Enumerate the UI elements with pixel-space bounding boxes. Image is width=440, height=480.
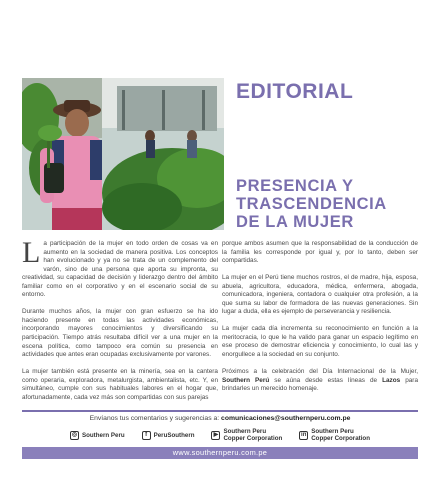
closing-text: Próximos a la celebración del Día Internacional de la Mujer, <box>222 368 418 376</box>
paragraph <box>22 236 218 300</box>
paragraph-text: a participación de la mujer en todo orden de cosas va en aumento en la sociedad de manera positiva. Los conceptos han evolucionado y ya no se trata de un complemento del varón, sino de una persona que aporta su impronta, su creatividad, su capacidad de decisión y liderazgo dentro del ámbito familiar como en el corporativo y en el escenario social de su entorno. <box>22 240 218 299</box>
closing-paragraph <box>222 368 418 394</box>
social-links <box>70 426 370 444</box>
closing-text: para brindarles un merecido homenaje. <box>222 376 418 393</box>
paragraph: La mujer cada día incrementa su reconocimiento en función a la meritocracia, lo que le ha valido para ganar un espacio legítimo en ese proceso de demostrar eficiencia y conocimiento, lo cual las y enorgullece a la sociedad en su conjunto. <box>222 325 418 359</box>
woman-with-plants-photo <box>22 78 224 230</box>
social-label-line: Southern Peru <box>311 428 354 435</box>
facebook-icon: f <box>142 431 151 440</box>
magazine-name: Lazos <box>382 376 401 384</box>
social-link-youtube[interactable] <box>211 428 282 442</box>
linkedin-icon: in <box>301 431 307 438</box>
social-label-line: PeruSouthern <box>153 431 195 439</box>
headline <box>236 177 426 231</box>
social-link-facebook[interactable] <box>142 431 195 440</box>
paragraph: La mujer también está presente en la minería, sea en la cantera como operaria, exploradora, metalurgista, ambientalista, etc. Y, en simultáneo, cumple con sus habituales labores en el hogar que, afortunadamente, cada vez más son compartidas con sus parejas <box>22 368 218 401</box>
dropcap: L <box>22 236 41 269</box>
social-link-instagram[interactable] <box>70 431 125 440</box>
social-label-line: Copper Corporation <box>223 435 283 442</box>
contact-line <box>0 415 440 422</box>
social-label <box>223 428 282 442</box>
social-link-linkedin[interactable] <box>299 428 370 442</box>
closing-text: se aúna desde estas líneas de <box>269 376 383 384</box>
website-link[interactable]: www.southernperu.com.pe <box>22 447 418 459</box>
section-label: EDITORIAL <box>236 80 354 103</box>
footer-divider <box>22 410 418 412</box>
right-column <box>222 240 418 402</box>
contact-email-link[interactable]: comunicaciones@southernperu.com.pe <box>221 415 351 422</box>
company-name: Southern Perú <box>222 376 270 384</box>
social-label-line: Southern Peru <box>82 431 125 439</box>
paragraph: Durante muchos años, la mujer con gran esfuerzo se ha ido haciendo presente en todas las actividades económicas, incorporando mayores conocimientos y diversificando su participación. Tiempo atrás resultaba difícil ver a una mujer en la escena política, como tampoco era común su presencia en actividades que antes eran ocupadas exclusivamente por varones. <box>22 308 218 359</box>
social-label <box>82 432 125 439</box>
social-label <box>311 428 370 442</box>
instagram-icon: ◎ <box>71 431 78 438</box>
social-label-line: Southern Peru <box>223 428 267 435</box>
headline-line: PRESENCIA Y <box>236 177 354 195</box>
paragraph: porque ambos asumen que la responsabilidad de la conducción de la familia les corresponde por igual y, por lo tanto, deben ser compartidas. <box>222 240 418 265</box>
headline-line: DE LA MUJER <box>236 213 354 231</box>
youtube-icon: ▶ <box>211 431 220 440</box>
paragraph: La mujer en el Perú tiene muchos rostros, el de madre, hija, esposa, abuela, agricultora, educadora, médica, enfermera, abogada, comunicadora, ingeniera, contadora o cualquier otra profesión, a la que suma su labor de formadora de las nuevas generaciones. Sin lugar a duda, ella es ejemplo de perseverancia y resiliencia. <box>222 274 418 316</box>
social-label-line: Copper Corporation <box>311 435 370 442</box>
contact-text: Envíanos tus comentarios y sugerencias a: <box>89 415 222 422</box>
cover-photo <box>22 78 224 230</box>
headline-line: TRASCENDENCIA <box>236 195 387 213</box>
social-label <box>154 432 195 439</box>
left-column <box>22 236 218 411</box>
